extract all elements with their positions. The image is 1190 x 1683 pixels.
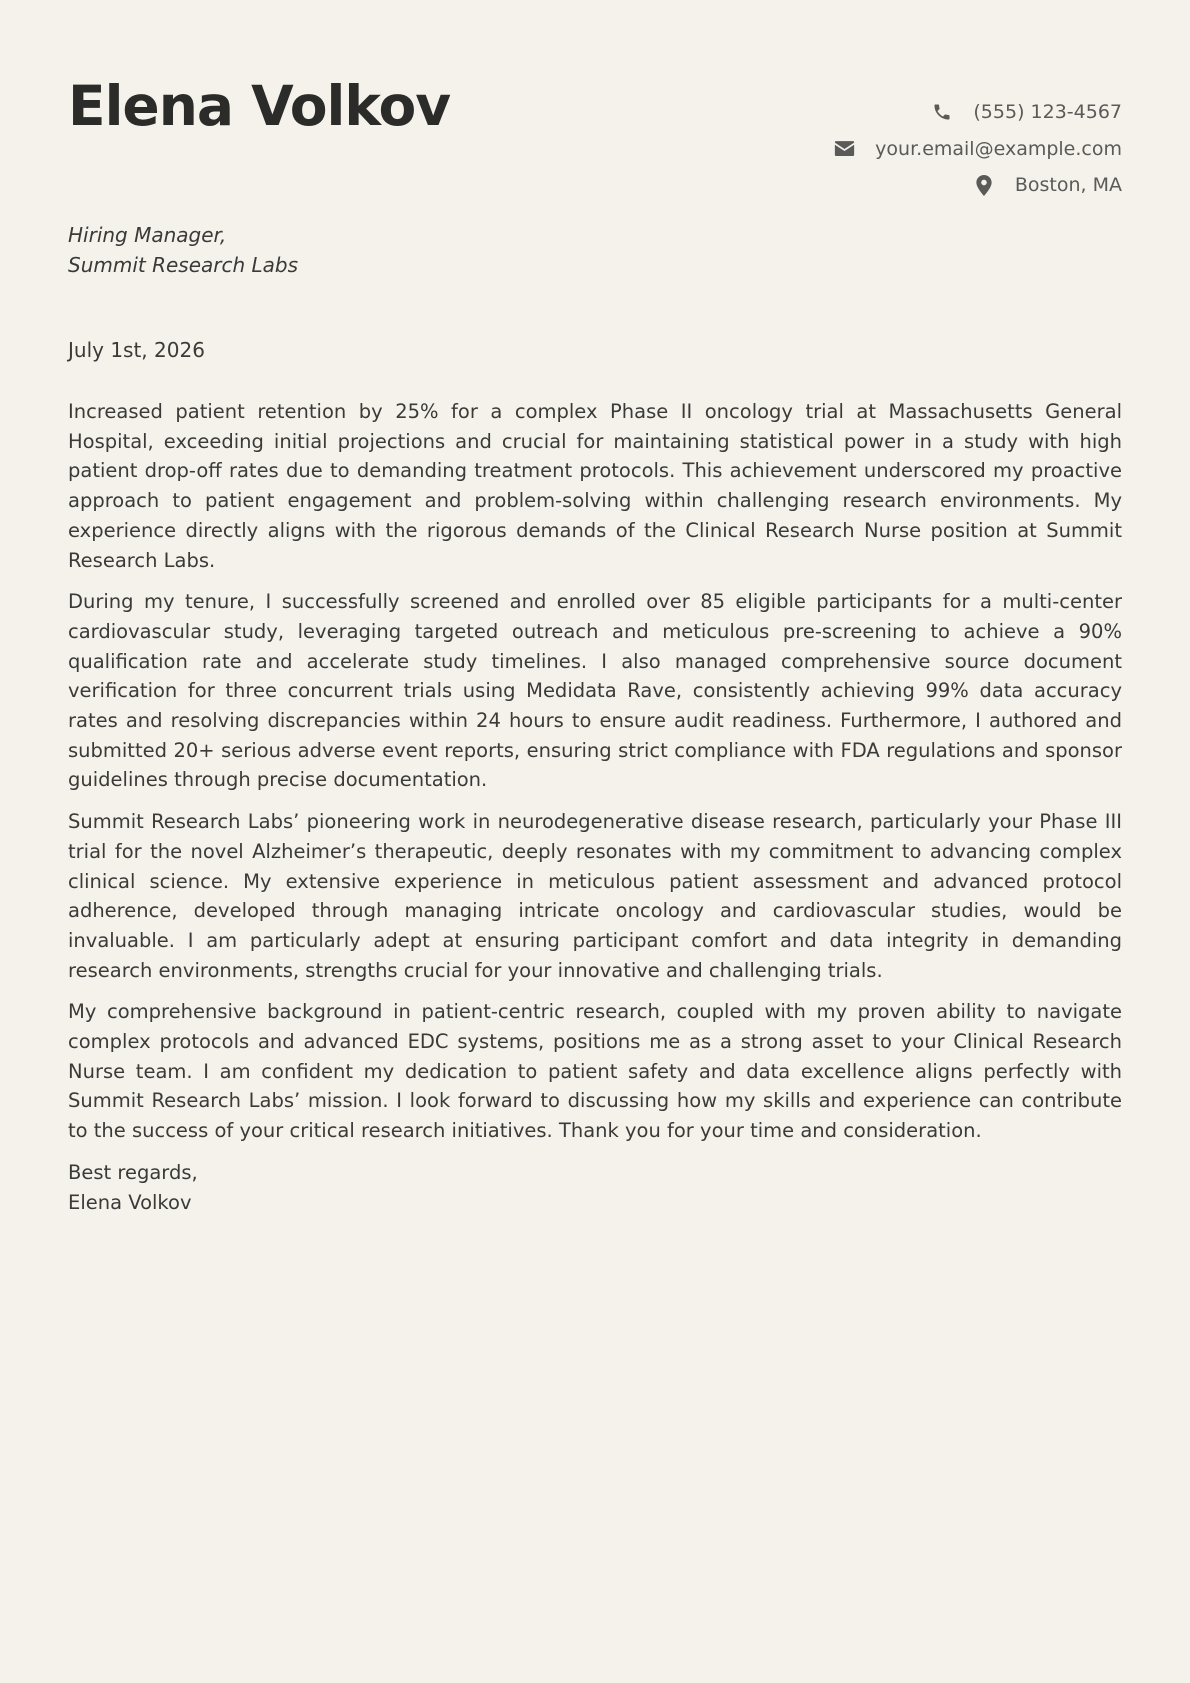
letter-header bbox=[68, 0, 1122, 210]
contact-info bbox=[833, 94, 1122, 204]
location-text: Boston, MA bbox=[1014, 174, 1122, 197]
applicant-name: Elena Volkov bbox=[68, 74, 451, 138]
contact-location bbox=[833, 167, 1122, 204]
email-address: your.email@example.com bbox=[875, 137, 1122, 160]
recipient-block bbox=[68, 220, 298, 280]
recipient-company: Summit Research Labs bbox=[68, 253, 299, 277]
contact-phone bbox=[833, 94, 1122, 131]
signature-name: Elena Volkov bbox=[68, 1190, 192, 1214]
closing-block bbox=[68, 1158, 1122, 1217]
paragraph-2: During my tenure, I successfully screened and enrolled over 85 eligible participants for a multi-center cardiovascular study, leveraging targeted outreach and meticulous pre-screening to achieve a 90% qualification rate and accelerate study timelines. I also managed comprehensive source document verification for three concurrent trials using Medidata Rave, consistently achieving 99% data accuracy rates and resolving discrepancies within 24 hours to ensure audit readiness. Furthermore, I authored and submitted 20+ serious adverse event reports, ensuring strict compliance with FDA regulations and sponsor guidelines through precise documentation. bbox=[68, 590, 1122, 792]
map-pin-icon bbox=[973, 174, 995, 196]
paragraph-3: Summit Research Labs’ pioneering work in neurodegenerative disease research, particularly your Phase III trial for the novel Alzheimer’s therapeutic, deeply resonates with my commitment to advancing complex clinical science. My extensive experience in meticulous patient assessment and advanced protocol adherence, developed through managing intricate oncology and cardiovascular studies, would be invaluable. I am particularly adept at ensuring participant comfort and data integrity in demanding research environments, strengths crucial for your innovative and challenging trials. bbox=[68, 810, 1122, 982]
envelope-icon bbox=[833, 138, 855, 160]
phone-icon bbox=[931, 101, 953, 123]
cover-letter-page bbox=[68, 0, 1122, 1683]
paragraph-4: My comprehensive background in patient-centric research, coupled with my proven ability to navigate complex protocols and advanced EDC systems, positions me as a strong asset to your Clinical Research Nurse team. I am confident my dedication to patient safety and data excellence aligns perfectly with Summit Research Labs’ mission. I look forward to discussing how my skills and experience can contribute to the success of your critical research initiatives. Thank you for your time and consideration. bbox=[68, 1000, 1122, 1143]
recipient-title: Hiring Manager, bbox=[68, 223, 227, 247]
closing-salutation: Best regards, bbox=[68, 1160, 198, 1184]
paragraph-1: Increased patient retention by 25% for a complex Phase II oncology trial at Massachusetts General Hospital, exceeding initial projections and crucial for maintaining statistical power in a study with high patient drop-off rates due to demanding treatment protocols. This achievement underscored my proactive approach to patient engagement and problem-solving within challenging research environments. My experience directly aligns with the rigorous demands of the Clinical Research Nurse position at Summit Research Labs. bbox=[68, 400, 1122, 572]
contact-email bbox=[833, 131, 1122, 168]
phone-number: (555) 123-4567 bbox=[973, 101, 1122, 124]
letter-body bbox=[68, 397, 1122, 1217]
letter-date: July 1st, 2026 bbox=[68, 338, 205, 362]
